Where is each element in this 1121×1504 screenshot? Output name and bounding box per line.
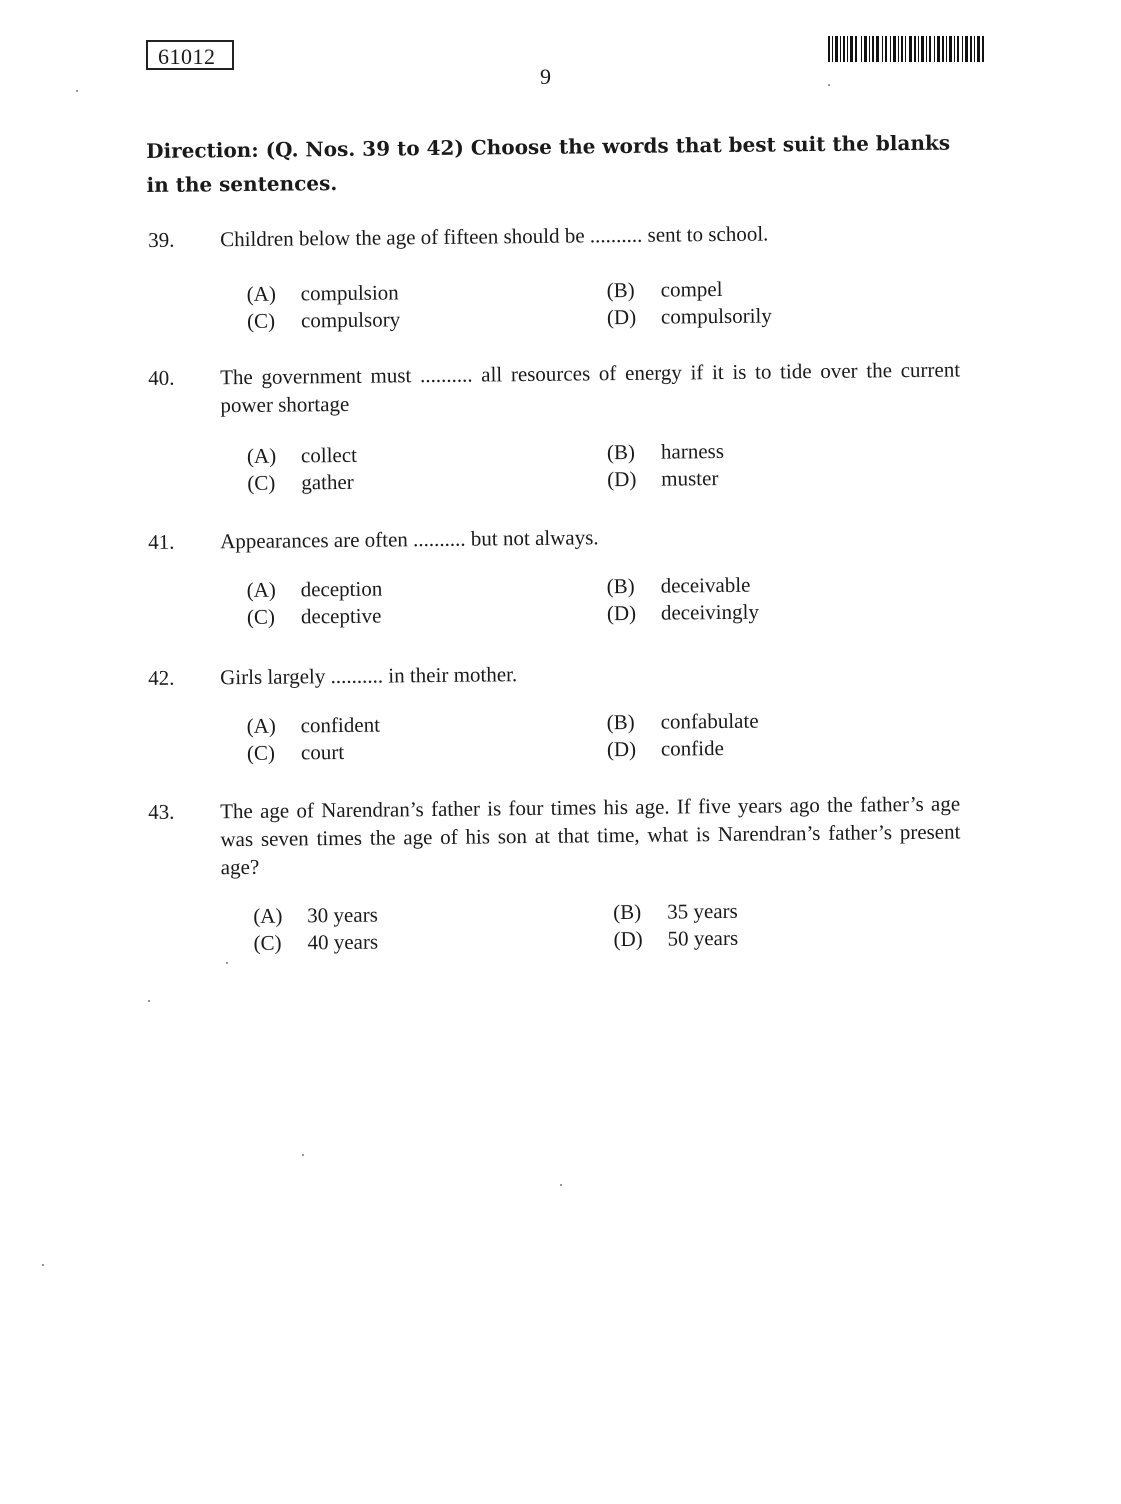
option-text: 40 years bbox=[307, 929, 379, 955]
option-label: (D) bbox=[606, 600, 637, 626]
option-text: deceivingly bbox=[660, 599, 760, 625]
option-d[interactable] bbox=[607, 735, 724, 763]
option-b[interactable] bbox=[606, 572, 750, 601]
scan-speck bbox=[226, 962, 228, 964]
scan-speck bbox=[560, 1184, 562, 1186]
option-d[interactable] bbox=[607, 465, 718, 493]
option-c[interactable] bbox=[247, 603, 382, 631]
option-c[interactable] bbox=[247, 739, 344, 767]
question-number: 39. bbox=[148, 227, 175, 252]
option-label: (D) bbox=[606, 304, 637, 330]
question-text: The age of Narendran’s father is four times his age. If five years ago the father’s age was seven times the age of his son at that time, what is Narendran’s father’s present age? bbox=[220, 791, 961, 880]
question-text: Appearances are often .......... but not always. bbox=[220, 525, 599, 554]
option-label: (A) bbox=[246, 281, 276, 306]
option-text: compulsory bbox=[300, 307, 401, 333]
question-40 bbox=[148, 355, 961, 495]
option-b[interactable] bbox=[606, 708, 758, 737]
option-c[interactable] bbox=[247, 306, 400, 335]
option-label: (D) bbox=[606, 736, 637, 762]
option-text: deceivable bbox=[660, 572, 751, 598]
question-text: Girls largely .......... in their mother. bbox=[220, 662, 518, 690]
option-text: muster bbox=[661, 466, 719, 491]
option-label: (B) bbox=[606, 277, 635, 303]
option-text: 30 years bbox=[307, 902, 378, 928]
option-text: 35 years bbox=[667, 898, 738, 924]
scan-speck bbox=[76, 90, 78, 92]
option-text: harness bbox=[660, 438, 725, 464]
option-text: collect bbox=[300, 442, 358, 468]
question-text: Children below the age of fifteen should be .......... sent to school. bbox=[220, 221, 769, 252]
option-a[interactable] bbox=[253, 902, 378, 930]
options-40 bbox=[246, 436, 867, 495]
question-number: 42. bbox=[148, 665, 175, 690]
option-c[interactable] bbox=[253, 929, 378, 957]
question-number: 40. bbox=[148, 365, 175, 390]
barcode-icon bbox=[828, 36, 984, 62]
question-41 bbox=[148, 519, 960, 629]
option-text: compel bbox=[660, 276, 723, 302]
options-41 bbox=[246, 570, 867, 629]
scan-speck bbox=[42, 1264, 44, 1266]
option-label: (C) bbox=[246, 308, 276, 333]
option-text: confident bbox=[300, 712, 381, 738]
option-text: compulsion bbox=[300, 280, 399, 306]
question-text: The government must .......... all resources of energy if it is to tide over the current power shortage bbox=[220, 357, 961, 418]
scan-speck bbox=[828, 84, 830, 86]
option-label: (B) bbox=[606, 573, 635, 599]
direction-text: Direction: (Q. Nos. 39 to 42) Choose the words that best suit the blanks in the sentences. bbox=[146, 130, 951, 197]
option-text: deceptive bbox=[300, 603, 382, 629]
option-a[interactable] bbox=[247, 712, 381, 740]
option-label: (A) bbox=[246, 713, 276, 738]
option-a[interactable] bbox=[247, 279, 399, 308]
page-number: 9 bbox=[540, 64, 551, 89]
option-label: (A) bbox=[246, 577, 276, 602]
scan-speck bbox=[148, 1000, 150, 1002]
option-text: confide bbox=[660, 735, 725, 761]
option-c[interactable] bbox=[247, 469, 354, 497]
option-a[interactable] bbox=[247, 576, 383, 604]
option-b[interactable] bbox=[607, 276, 723, 304]
option-text: 50 years bbox=[667, 925, 739, 951]
option-label: (C) bbox=[253, 930, 282, 955]
question-number: 41. bbox=[148, 529, 175, 554]
option-text: gather bbox=[301, 469, 354, 495]
option-label: (D) bbox=[607, 466, 637, 492]
option-label: (C) bbox=[246, 604, 276, 629]
options-39 bbox=[246, 274, 867, 333]
options-42 bbox=[246, 706, 867, 765]
option-a[interactable] bbox=[247, 442, 357, 470]
options-43 bbox=[247, 896, 867, 955]
option-label: (D) bbox=[613, 926, 643, 952]
option-text: compulsorily bbox=[660, 303, 772, 329]
option-d[interactable] bbox=[613, 925, 738, 953]
option-d[interactable] bbox=[607, 599, 759, 628]
option-label: (C) bbox=[246, 740, 276, 765]
option-d[interactable] bbox=[607, 302, 772, 331]
option-text: deception bbox=[300, 576, 383, 602]
option-b[interactable] bbox=[607, 438, 724, 466]
question-43 bbox=[148, 789, 961, 955]
scan-speck bbox=[302, 1154, 304, 1156]
option-text: court bbox=[300, 739, 345, 765]
question-39 bbox=[148, 217, 960, 333]
option-label: (A) bbox=[246, 443, 277, 468]
option-label: (B) bbox=[613, 899, 642, 925]
option-label: (B) bbox=[606, 439, 636, 465]
option-label: (B) bbox=[606, 709, 635, 735]
option-b[interactable] bbox=[613, 898, 738, 926]
option-text: confabulate bbox=[660, 708, 759, 734]
option-label: (C) bbox=[247, 470, 276, 495]
paper-code-box: 61012 bbox=[146, 40, 234, 70]
question-42 bbox=[148, 655, 960, 765]
option-label: (A) bbox=[253, 903, 283, 928]
question-number: 43. bbox=[148, 799, 175, 824]
